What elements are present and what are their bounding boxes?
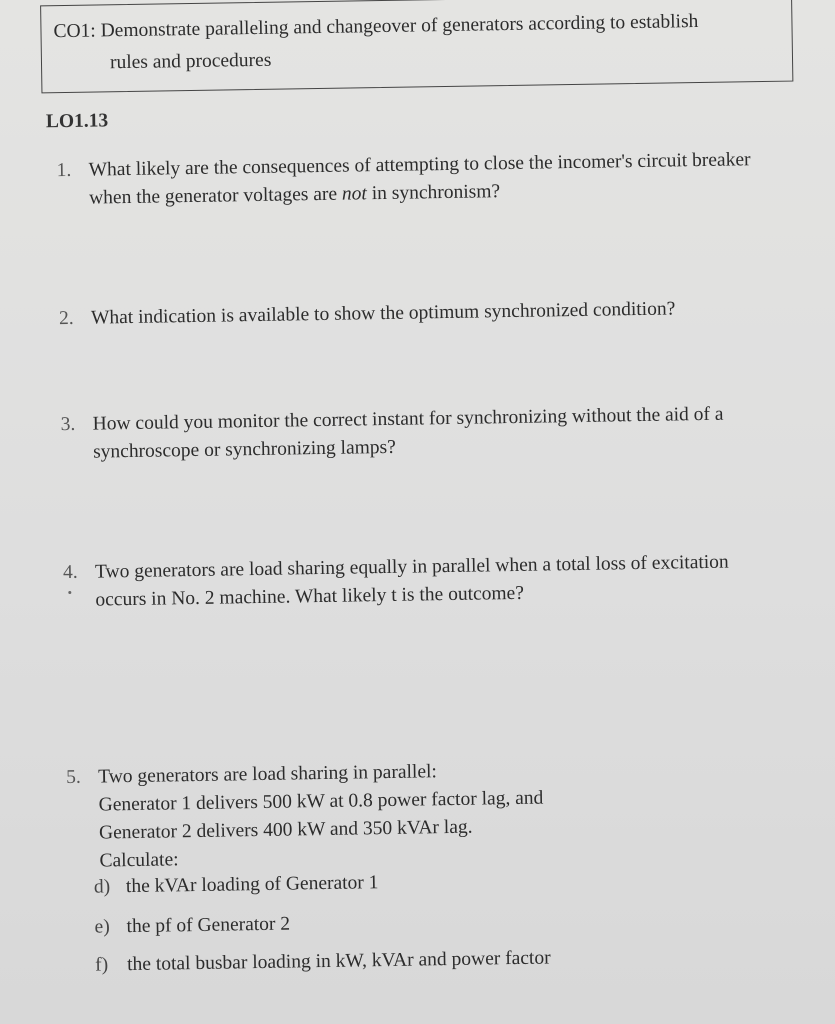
- emphasis-not: not: [341, 183, 368, 205]
- course-outcome-line2: rules and procedures: [109, 49, 272, 74]
- question-4: [63, 547, 834, 615]
- question-text-line2: occurs in No. 2 machine. What likely t is the outcome?: [95, 582, 525, 611]
- question-number: 5.: [66, 766, 82, 789]
- question-text-line1: How could you monitor the correct instant for synchronizing without the aid of a: [92, 403, 724, 435]
- question-text-line1: Two generators are load sharing in parallel:: [98, 761, 438, 788]
- question-1: [56, 145, 827, 213]
- question-text-line1: Two generators are load sharing equally in parallel when a total loss of excitation: [94, 551, 729, 583]
- sub-question-e: [94, 914, 290, 939]
- question-text-line2a: when the generator voltages are: [88, 183, 343, 209]
- question-5: [66, 752, 835, 876]
- sub-question-letter: d): [93, 876, 111, 898]
- question-number: 2.: [58, 307, 74, 330]
- question-number: 1.: [56, 159, 72, 182]
- question-text-line3: Generator 2 delivers 400 kW and 350 kVAr lag.: [98, 816, 473, 844]
- question-2: [59, 293, 829, 333]
- question-3: [60, 399, 831, 467]
- margin-dot: [68, 591, 71, 594]
- sub-question-letter: f): [95, 954, 109, 976]
- course-outcome-box: [40, 0, 793, 93]
- sub-question-text: the kVAr loading of Generator 1: [125, 872, 379, 898]
- course-outcome-line1: CO1: Demonstrate paralleling and changeover of generators according to establish: [53, 11, 699, 43]
- learning-outcome-code: LO1.13: [45, 110, 109, 133]
- question-text-line1: What indication is available to show the optimum synchronized condition?: [90, 298, 676, 329]
- sub-question-text: the total busbar loading in kW, kVAr and power factor: [127, 947, 551, 976]
- question-text-line2b: in synchronism?: [366, 181, 501, 205]
- question-text-line1: What likely are the consequences of attempting to close the incomer's circuit breaker: [88, 149, 751, 181]
- sub-question-f: [95, 947, 551, 976]
- question-number: 3.: [60, 413, 76, 436]
- question-number: 4.: [62, 561, 78, 584]
- question-text-line2: Generator 1 delivers 500 kW at 0.8 power factor lag, and: [98, 787, 544, 816]
- sub-question-d: [94, 872, 379, 898]
- question-text-line2: synchroscope or synchronizing lamps?: [92, 436, 396, 463]
- sub-question-letter: e): [94, 916, 110, 938]
- sub-question-text: the pf of Generator 2: [126, 913, 291, 938]
- question-text-line4: Calculate:: [99, 849, 179, 872]
